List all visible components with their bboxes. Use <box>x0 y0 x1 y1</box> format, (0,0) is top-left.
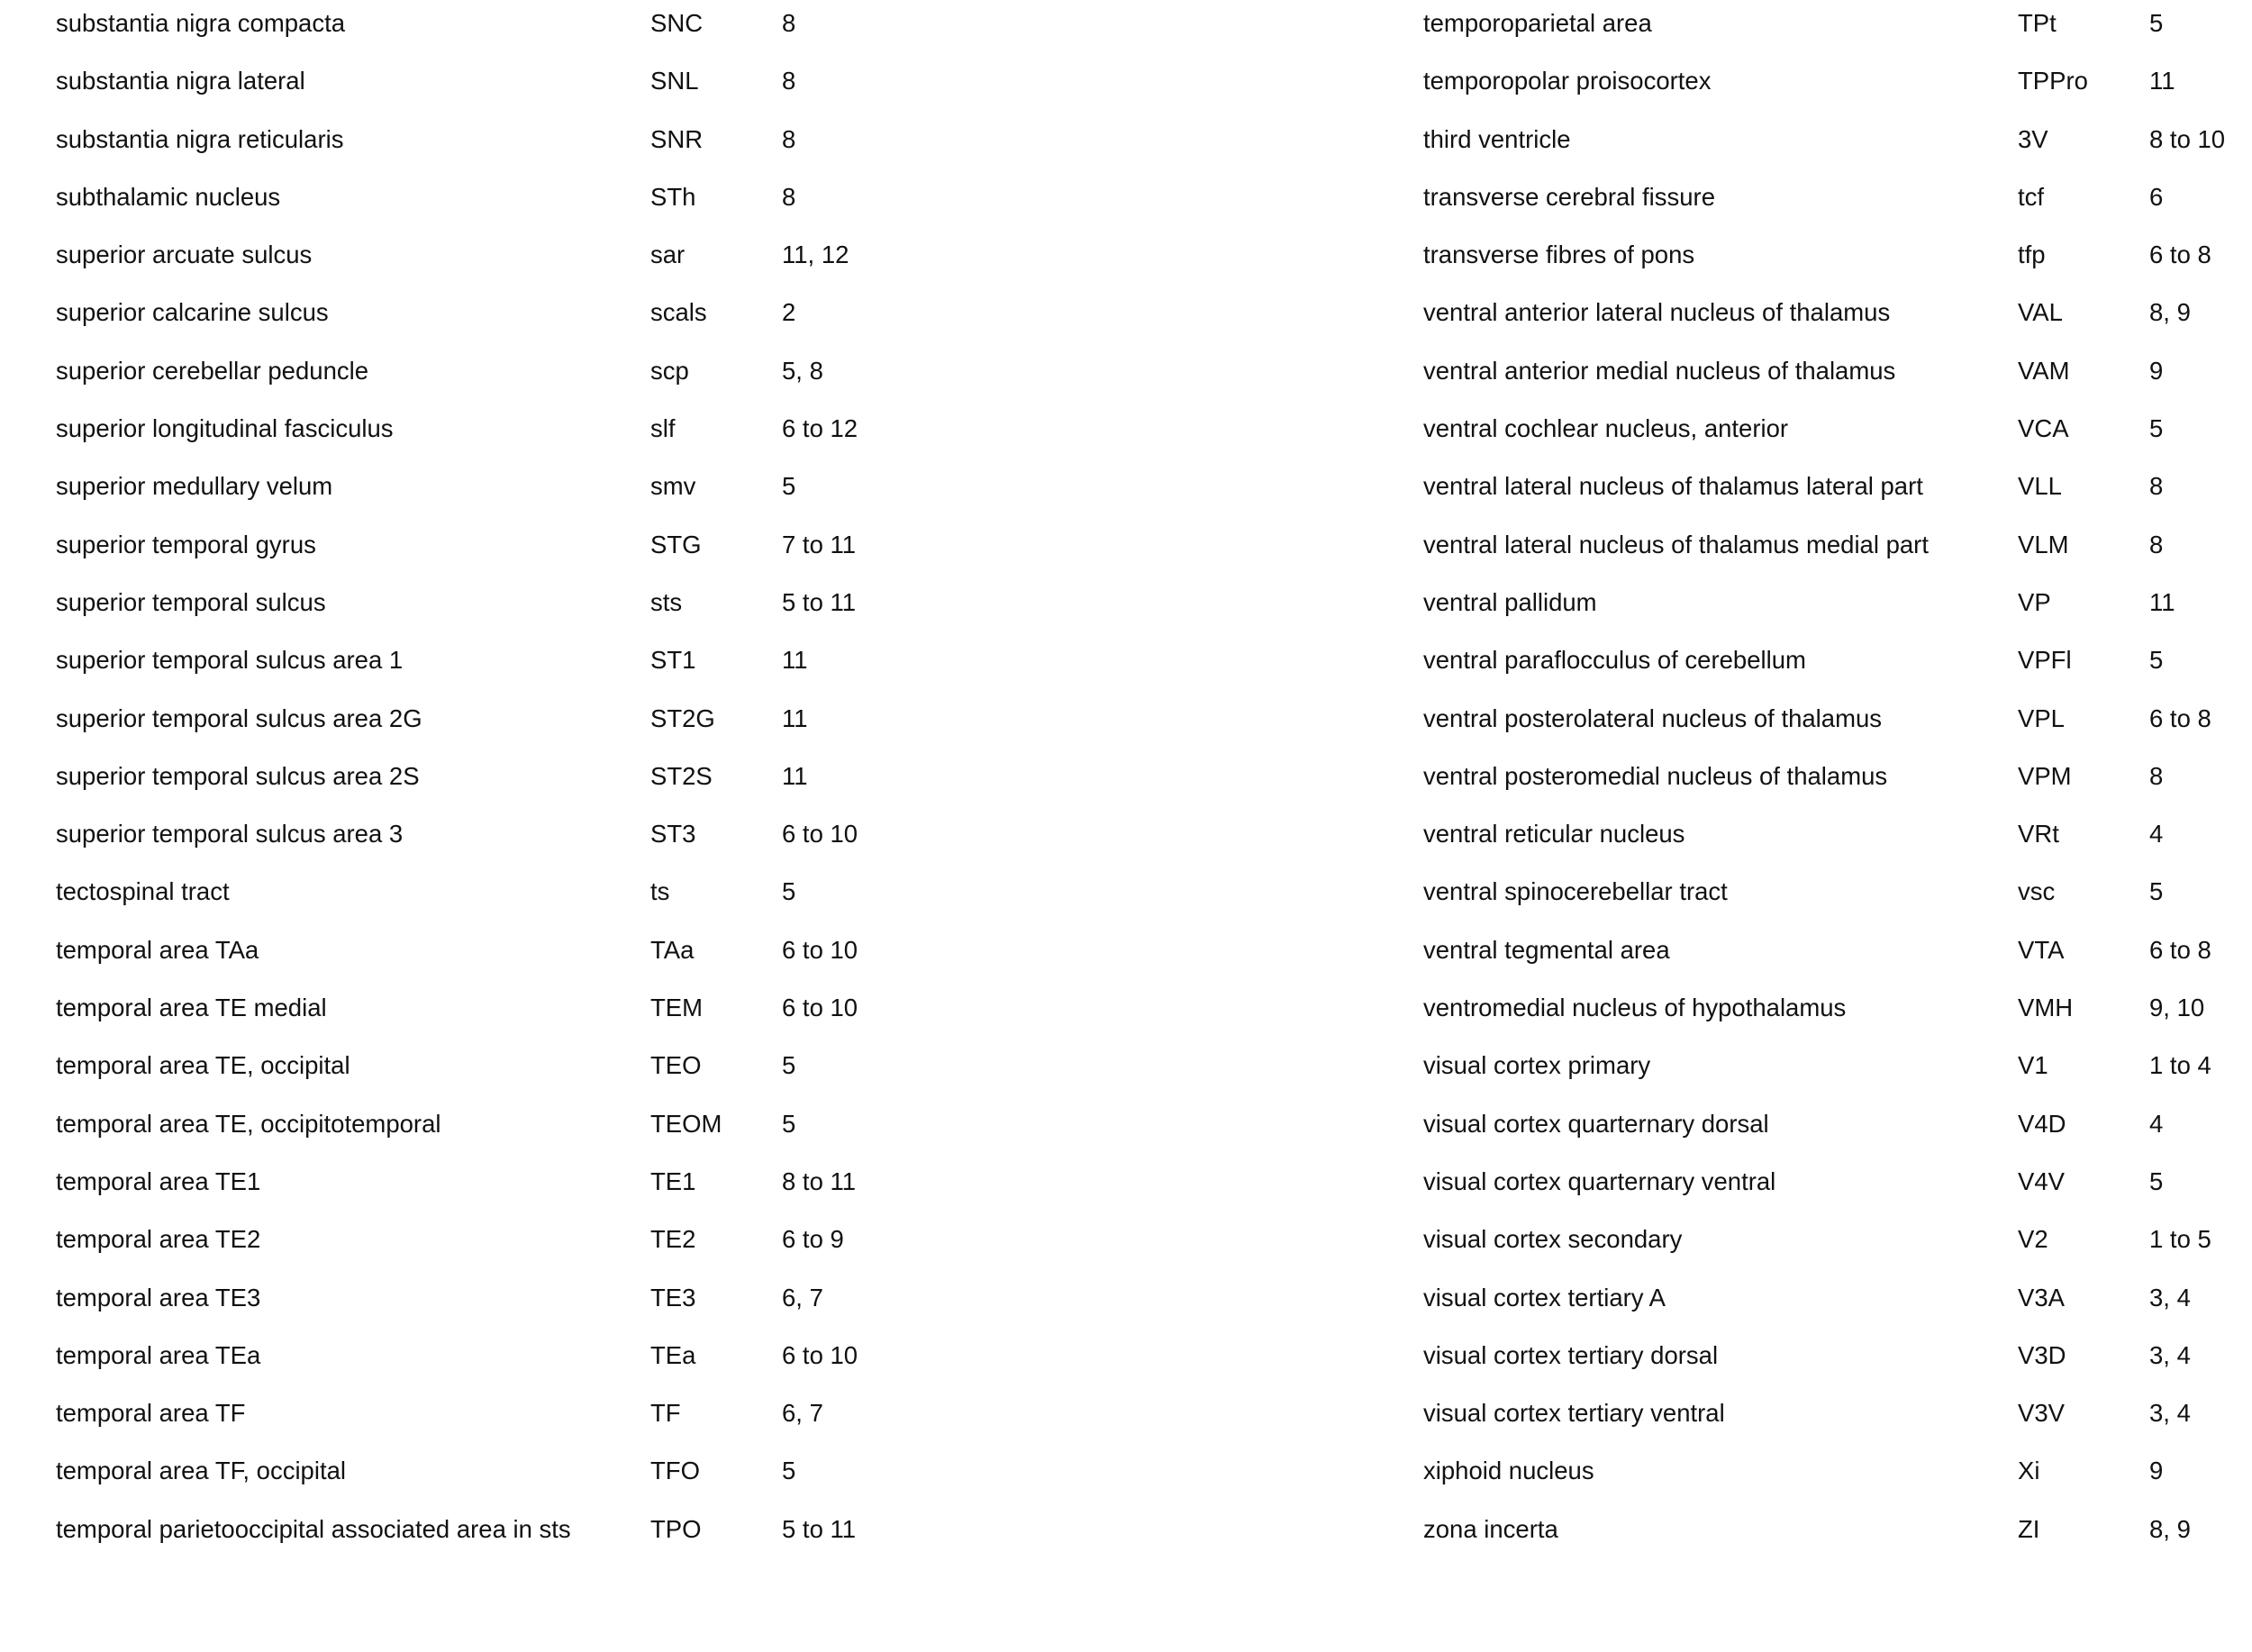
structure-name: ventral tegmental area <box>1423 935 1670 964</box>
structure-name: third ventricle <box>1423 124 1571 153</box>
index-column-right <box>1423 0 2234 1564</box>
index-row <box>56 753 867 811</box>
structure-name: visual cortex quarternary ventral <box>1423 1166 1776 1195</box>
index-row <box>1423 1506 2234 1564</box>
plate-numbers: 4 <box>2149 820 2164 849</box>
plate-numbers: 1 to 5 <box>2149 1225 2211 1254</box>
plate-numbers: 3, 4 <box>2149 1340 2191 1369</box>
structure-abbreviation: TPPro <box>2018 67 2088 95</box>
index-row <box>1423 463 2234 521</box>
structure-name: temporal area TE1 <box>56 1166 261 1195</box>
structure-abbreviation: slf <box>650 414 676 443</box>
index-row <box>56 811 867 868</box>
index-row <box>1423 116 2234 174</box>
index-row <box>1423 1158 2234 1216</box>
index-row <box>56 695 867 753</box>
index-row <box>1423 522 2234 579</box>
structure-name: ventral reticular nucleus <box>1423 820 1685 849</box>
plate-numbers: 6 to 10 <box>782 994 858 1022</box>
structure-abbreviation: TEM <box>650 994 704 1022</box>
plate-numbers: 9 <box>2149 1457 2164 1485</box>
index-row <box>1423 1448 2234 1505</box>
plate-numbers: 8 <box>2149 761 2164 790</box>
structure-abbreviation: ZI <box>2018 1514 2040 1543</box>
structure-abbreviation: V4V <box>2018 1166 2065 1195</box>
index-row <box>56 1448 867 1505</box>
structure-name: temporal area TE, occipital <box>56 1051 350 1080</box>
structure-name: ventral anterior medial nucleus of thalamus <box>1423 356 1896 385</box>
plate-numbers: 9, 10 <box>2149 994 2205 1022</box>
structure-abbreviation: TE3 <box>650 1283 696 1312</box>
index-row <box>1423 174 2234 231</box>
structure-name: temporal parietooccipital associated area in sts <box>56 1514 571 1543</box>
structure-abbreviation: TEOM <box>650 1109 722 1138</box>
index-row <box>56 1042 867 1100</box>
structure-abbreviation: ST2S <box>650 761 713 790</box>
structure-abbreviation: VPFl <box>2018 646 2072 675</box>
structure-abbreviation: VPM <box>2018 761 2072 790</box>
index-row <box>56 289 867 347</box>
structure-name: superior calcarine sulcus <box>56 298 329 327</box>
index-row <box>1423 579 2234 637</box>
plate-numbers: 5 to 11 <box>782 587 857 616</box>
index-row <box>1423 348 2234 405</box>
structure-abbreviation: smv <box>650 472 696 501</box>
structure-name: subthalamic nucleus <box>56 182 281 211</box>
index-row <box>56 58 867 115</box>
structure-name: tectospinal tract <box>56 877 230 906</box>
plate-numbers: 3, 4 <box>2149 1283 2191 1312</box>
structure-name: temporal area TAa <box>56 935 259 964</box>
structure-name: temporal area TF <box>56 1399 246 1428</box>
structure-name: ventral pallidum <box>1423 587 1597 616</box>
plate-numbers: 11 <box>782 761 808 790</box>
structure-abbreviation: scals <box>650 298 707 327</box>
structure-name: superior temporal sulcus area 2S <box>56 761 420 790</box>
plate-numbers: 11 <box>2149 587 2175 616</box>
structure-abbreviation: VCA <box>2018 414 2069 443</box>
structure-name: superior cerebellar peduncle <box>56 356 369 385</box>
structure-abbreviation: VP <box>2018 587 2051 616</box>
index-row <box>1423 1042 2234 1100</box>
index-row <box>1423 637 2234 694</box>
plate-numbers: 5 <box>782 1051 796 1080</box>
plate-numbers: 11 <box>2149 67 2175 95</box>
structure-name: temporoparietal area <box>1423 9 1652 37</box>
plate-numbers: 8, 9 <box>2149 1514 2191 1543</box>
index-row <box>56 522 867 579</box>
plate-numbers: 5 <box>2149 9 2164 37</box>
structure-abbreviation: sts <box>650 587 683 616</box>
structure-name: temporal area TF, occipital <box>56 1457 346 1485</box>
structure-name: transverse fibres of pons <box>1423 241 1695 269</box>
structure-abbreviation: TEO <box>650 1051 702 1080</box>
structure-name: superior temporal sulcus area 1 <box>56 646 404 675</box>
structure-name: visual cortex primary <box>1423 1051 1651 1080</box>
structure-abbreviation: tfp <box>2018 241 2046 269</box>
structure-name: ventral paraflocculus of cerebellum <box>1423 646 1806 675</box>
index-row <box>56 1275 867 1332</box>
index-row <box>56 1158 867 1216</box>
structure-name: ventral posteromedial nucleus of thalamus <box>1423 761 1888 790</box>
plate-numbers: 6 to 9 <box>782 1225 844 1254</box>
structure-abbreviation: STh <box>650 182 696 211</box>
index-row <box>56 579 867 637</box>
structure-abbreviation: VRt <box>2018 820 2059 849</box>
structure-abbreviation: V2 <box>2018 1225 2048 1254</box>
structure-abbreviation: scp <box>650 356 689 385</box>
plate-numbers: 8 <box>782 124 796 153</box>
structure-abbreviation: tcf <box>2018 182 2045 211</box>
structure-abbreviation: V1 <box>2018 1051 2048 1080</box>
index-row <box>1423 1216 2234 1274</box>
structure-abbreviation: ts <box>650 877 670 906</box>
structure-name: ventral lateral nucleus of thalamus medial part <box>1423 530 1929 558</box>
structure-abbreviation: VAM <box>2018 356 2070 385</box>
plate-numbers: 8, 9 <box>2149 298 2191 327</box>
index-row <box>56 1506 867 1564</box>
structure-abbreviation: STG <box>650 530 702 558</box>
index-row <box>56 985 867 1042</box>
structure-abbreviation: SNL <box>650 67 699 95</box>
index-row <box>56 1216 867 1274</box>
structure-name: superior temporal sulcus <box>56 587 326 616</box>
structure-name: temporal area TE3 <box>56 1283 261 1312</box>
plate-numbers: 11 <box>782 703 808 732</box>
plate-numbers: 6 to 8 <box>2149 241 2211 269</box>
plate-numbers: 5, 8 <box>782 356 823 385</box>
index-row <box>1423 405 2234 463</box>
structure-name: superior arcuate sulcus <box>56 241 313 269</box>
structure-name: temporal area TEa <box>56 1340 261 1369</box>
index-row <box>1423 1275 2234 1332</box>
index-row <box>1423 289 2234 347</box>
index-row <box>1423 1332 2234 1390</box>
index-row <box>1423 58 2234 115</box>
structure-abbreviation: SNR <box>650 124 704 153</box>
structure-name: temporal area TE, occipitotemporal <box>56 1109 441 1138</box>
structure-abbreviation: VPL <box>2018 703 2065 732</box>
plate-numbers: 8 <box>2149 472 2164 501</box>
plate-numbers: 6 to 10 <box>782 1340 858 1369</box>
plate-numbers: 11 <box>782 646 808 675</box>
structure-abbreviation: ST2G <box>650 703 715 732</box>
plate-numbers: 2 <box>782 298 796 327</box>
index-row <box>56 463 867 521</box>
plate-numbers: 11, 12 <box>782 241 849 269</box>
structure-name: ventral lateral nucleus of thalamus lateral part <box>1423 472 1923 501</box>
structure-name: zona incerta <box>1423 1514 1558 1543</box>
structure-name: superior medullary velum <box>56 472 333 501</box>
index-row <box>1423 985 2234 1042</box>
index-row <box>56 348 867 405</box>
structure-name: ventral posterolateral nucleus of thalamus <box>1423 703 1883 732</box>
structure-name: visual cortex quarternary dorsal <box>1423 1109 1769 1138</box>
structure-name: visual cortex tertiary ventral <box>1423 1399 1725 1428</box>
structure-abbreviation: TFO <box>650 1457 700 1485</box>
plate-numbers: 6 <box>2149 182 2164 211</box>
structure-name: ventral cochlear nucleus, anterior <box>1423 414 1789 443</box>
structure-name: superior temporal gyrus <box>56 530 316 558</box>
structure-name: transverse cerebral fissure <box>1423 182 1716 211</box>
index-row <box>56 405 867 463</box>
plate-numbers: 1 to 4 <box>2149 1051 2211 1080</box>
plate-numbers: 4 <box>2149 1109 2164 1138</box>
index-row <box>56 1332 867 1390</box>
index-row <box>56 116 867 174</box>
index-row <box>1423 811 2234 868</box>
index-row <box>1423 0 2234 58</box>
plate-numbers: 8 <box>782 67 796 95</box>
index-row <box>1423 1390 2234 1448</box>
structure-abbreviation: VAL <box>2018 298 2063 327</box>
structure-name: visual cortex secondary <box>1423 1225 1683 1254</box>
structure-name: superior temporal sulcus area 2G <box>56 703 422 732</box>
plate-numbers: 6 to 10 <box>782 935 858 964</box>
plate-numbers: 5 <box>782 877 796 906</box>
structure-abbreviation: VLL <box>2018 472 2062 501</box>
structure-name: superior longitudinal fasciculus <box>56 414 394 443</box>
plate-numbers: 5 to 11 <box>782 1514 857 1543</box>
plate-numbers: 9 <box>2149 356 2164 385</box>
index-row <box>56 868 867 926</box>
structure-abbreviation: TPO <box>650 1514 702 1543</box>
structure-abbreviation: V4D <box>2018 1109 2066 1138</box>
structure-abbreviation: V3V <box>2018 1399 2065 1428</box>
index-row <box>1423 1101 2234 1158</box>
plate-numbers: 3, 4 <box>2149 1399 2191 1428</box>
structure-name: temporal area TE medial <box>56 994 327 1022</box>
structure-name: visual cortex tertiary dorsal <box>1423 1340 1719 1369</box>
plate-numbers: 6 to 10 <box>782 820 858 849</box>
structure-name: temporal area TE2 <box>56 1225 261 1254</box>
structure-name: visual cortex tertiary A <box>1423 1283 1666 1312</box>
index-row <box>56 0 867 58</box>
plate-numbers: 5 <box>782 1109 796 1138</box>
plate-numbers: 8 <box>782 9 796 37</box>
plate-numbers: 5 <box>2149 646 2164 675</box>
structure-name: substantia nigra lateral <box>56 67 305 95</box>
structure-abbreviation: TPt <box>2018 9 2057 37</box>
structure-abbreviation: TAa <box>650 935 695 964</box>
structure-abbreviation: ST1 <box>650 646 696 675</box>
plate-numbers: 8 <box>782 182 796 211</box>
plate-numbers: 5 <box>782 472 796 501</box>
structure-abbreviation: SNC <box>650 9 704 37</box>
structure-abbreviation: VMH <box>2018 994 2074 1022</box>
structure-name: substantia nigra compacta <box>56 9 346 37</box>
plate-numbers: 5 <box>782 1457 796 1485</box>
structure-abbreviation: vsc <box>2018 877 2056 906</box>
structure-name: superior temporal sulcus area 3 <box>56 820 404 849</box>
structure-abbreviation: VLM <box>2018 530 2069 558</box>
index-row <box>56 927 867 985</box>
index-row <box>56 1390 867 1448</box>
index-row <box>56 231 867 289</box>
index-column-left <box>56 0 867 1564</box>
plate-numbers: 7 to 11 <box>782 530 857 558</box>
structure-name: xiphoid nucleus <box>1423 1457 1594 1485</box>
index-row <box>56 174 867 231</box>
plate-numbers: 6 to 8 <box>2149 703 2211 732</box>
plate-numbers: 6, 7 <box>782 1399 823 1428</box>
structure-abbreviation: sar <box>650 241 686 269</box>
structure-abbreviation: TE2 <box>650 1225 696 1254</box>
index-row <box>1423 927 2234 985</box>
structure-abbreviation: TEa <box>650 1340 696 1369</box>
index-row <box>56 1101 867 1158</box>
plate-numbers: 5 <box>2149 1166 2164 1195</box>
index-row <box>1423 868 2234 926</box>
structure-name: ventral anterior lateral nucleus of thalamus <box>1423 298 1891 327</box>
structure-abbreviation: TE1 <box>650 1166 696 1195</box>
structure-abbreviation: VTA <box>2018 935 2065 964</box>
structure-name: temporopolar proisocortex <box>1423 67 1712 95</box>
plate-numbers: 5 <box>2149 414 2164 443</box>
plate-numbers: 6 to 8 <box>2149 935 2211 964</box>
plate-numbers: 8 to 10 <box>2149 124 2226 153</box>
structure-abbreviation: Xi <box>2018 1457 2040 1485</box>
structure-name: substantia nigra reticularis <box>56 124 344 153</box>
plate-numbers: 8 to 11 <box>782 1166 857 1195</box>
index-row <box>56 637 867 694</box>
plate-numbers: 5 <box>2149 877 2164 906</box>
structure-abbreviation: V3A <box>2018 1283 2065 1312</box>
structure-abbreviation: 3V <box>2018 124 2048 153</box>
structure-abbreviation: V3D <box>2018 1340 2066 1369</box>
structure-abbreviation: TF <box>650 1399 681 1428</box>
structure-name: ventromedial nucleus of hypothalamus <box>1423 994 1847 1022</box>
plate-numbers: 6 to 12 <box>782 414 858 443</box>
plate-numbers: 6, 7 <box>782 1283 823 1312</box>
index-row <box>1423 753 2234 811</box>
index-row <box>1423 231 2234 289</box>
index-row <box>1423 695 2234 753</box>
structure-name: ventral spinocerebellar tract <box>1423 877 1728 906</box>
structure-abbreviation: ST3 <box>650 820 696 849</box>
plate-numbers: 8 <box>2149 530 2164 558</box>
